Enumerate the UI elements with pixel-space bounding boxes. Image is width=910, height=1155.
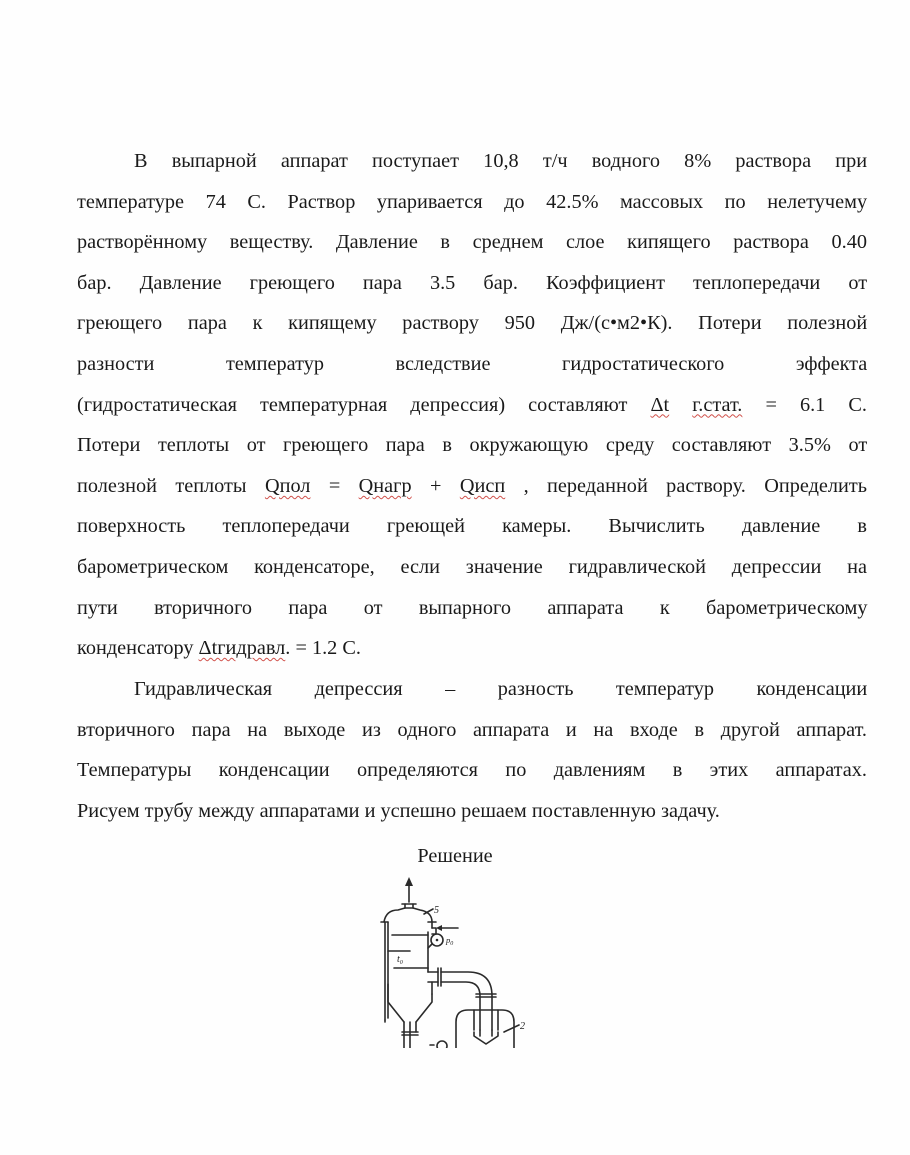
spellcheck-flagged-word[interactable]: Δtгидравл xyxy=(198,637,286,660)
barometric-condenser xyxy=(456,1010,519,1048)
text-line xyxy=(77,466,867,507)
condenser-gauge-icon xyxy=(430,1041,447,1048)
text-line: вторичного пара на выходе из одного аппарата и на входе в другой аппарат. xyxy=(77,718,867,741)
pressure-gauge-icon xyxy=(428,934,443,948)
label-temperature: $t_0$ xyxy=(397,954,403,966)
text-fragment: = xyxy=(310,474,359,497)
text-fragment: = 6.1 С. xyxy=(742,393,867,416)
problem-paragraph xyxy=(77,141,867,669)
vapor-outlet-arrow-icon xyxy=(405,877,413,902)
text-line: Потери теплоты от греющего пара в окружающую среду составляют 3.5% от xyxy=(77,434,868,457)
text-line: греющего пара к кипящему раствору 950 Дж/(с•м2•К). Потери полезной xyxy=(77,312,868,335)
spellcheck-flagged-word[interactable]: Qисп xyxy=(459,474,506,497)
label-pressure: $p_0$ xyxy=(446,935,454,947)
text-line: пути вторичного пара от выпарного аппарата к барометрическому xyxy=(77,596,868,619)
text-line: барометрическом конденсаторе, если значение гидравлической депрессии на xyxy=(77,555,867,578)
text-line: поверхность теплопередачи греющей камеры. Вычислить давление в xyxy=(77,515,867,538)
text-line: В выпарной аппарат поступает 10,8 т/ч водного 8% раствора при xyxy=(134,150,868,172)
text-line: температуре 74 С. Раствор упаривается до 42.5% массовых по нелетучему xyxy=(77,190,868,213)
text-fragment: конденсатору xyxy=(77,637,199,660)
label-separator: 5 xyxy=(434,905,439,916)
text-line: Гидравлическая депрессия – разность температур конденсации xyxy=(134,678,868,700)
text-line xyxy=(77,385,867,426)
spellcheck-flagged-word[interactable]: Δt xyxy=(650,393,670,416)
text-line: разности температур вследствие гидростатического эффекта xyxy=(77,352,868,375)
explanation-paragraph xyxy=(77,669,867,831)
spellcheck-flagged-word[interactable]: Qпол xyxy=(264,474,311,497)
text-fragment xyxy=(669,394,692,416)
vapor-pipe xyxy=(441,972,496,1030)
text-fragment: . = 1.2 С. xyxy=(285,637,361,660)
text-fragment: (гидростатическая температурная депрессия) составляют xyxy=(77,393,651,416)
text-line: Температуры конденсации определяются по давлениям в этих аппаратах. xyxy=(77,759,867,782)
text-line xyxy=(77,628,867,669)
text-fragment: + xyxy=(411,474,460,497)
text-fragment: полезной теплоты xyxy=(77,474,265,497)
text-line: растворённому веществу. Давление в среднем слое кипящего раствора 0.40 xyxy=(77,231,867,254)
text-line: Рисуем трубу между аппаратами и успешно решаем поставленную задачу. xyxy=(77,799,720,822)
evaporator-diagram xyxy=(376,872,576,1048)
solution-heading: Решение xyxy=(417,845,493,867)
spellcheck-flagged-word[interactable]: г.стат. xyxy=(692,393,743,416)
spellcheck-flagged-word[interactable]: Qнагр xyxy=(358,474,412,497)
evaporator-vessel xyxy=(381,904,441,1048)
label-condenser: 2 xyxy=(520,1021,525,1032)
text-line: бар. Давление греющего пара 3.5 бар. Коэффициент теплопередачи от xyxy=(77,271,868,294)
text-fragment: , переданной раствору. Определить xyxy=(505,474,867,497)
steam-inlet-arrow-icon xyxy=(436,925,458,931)
